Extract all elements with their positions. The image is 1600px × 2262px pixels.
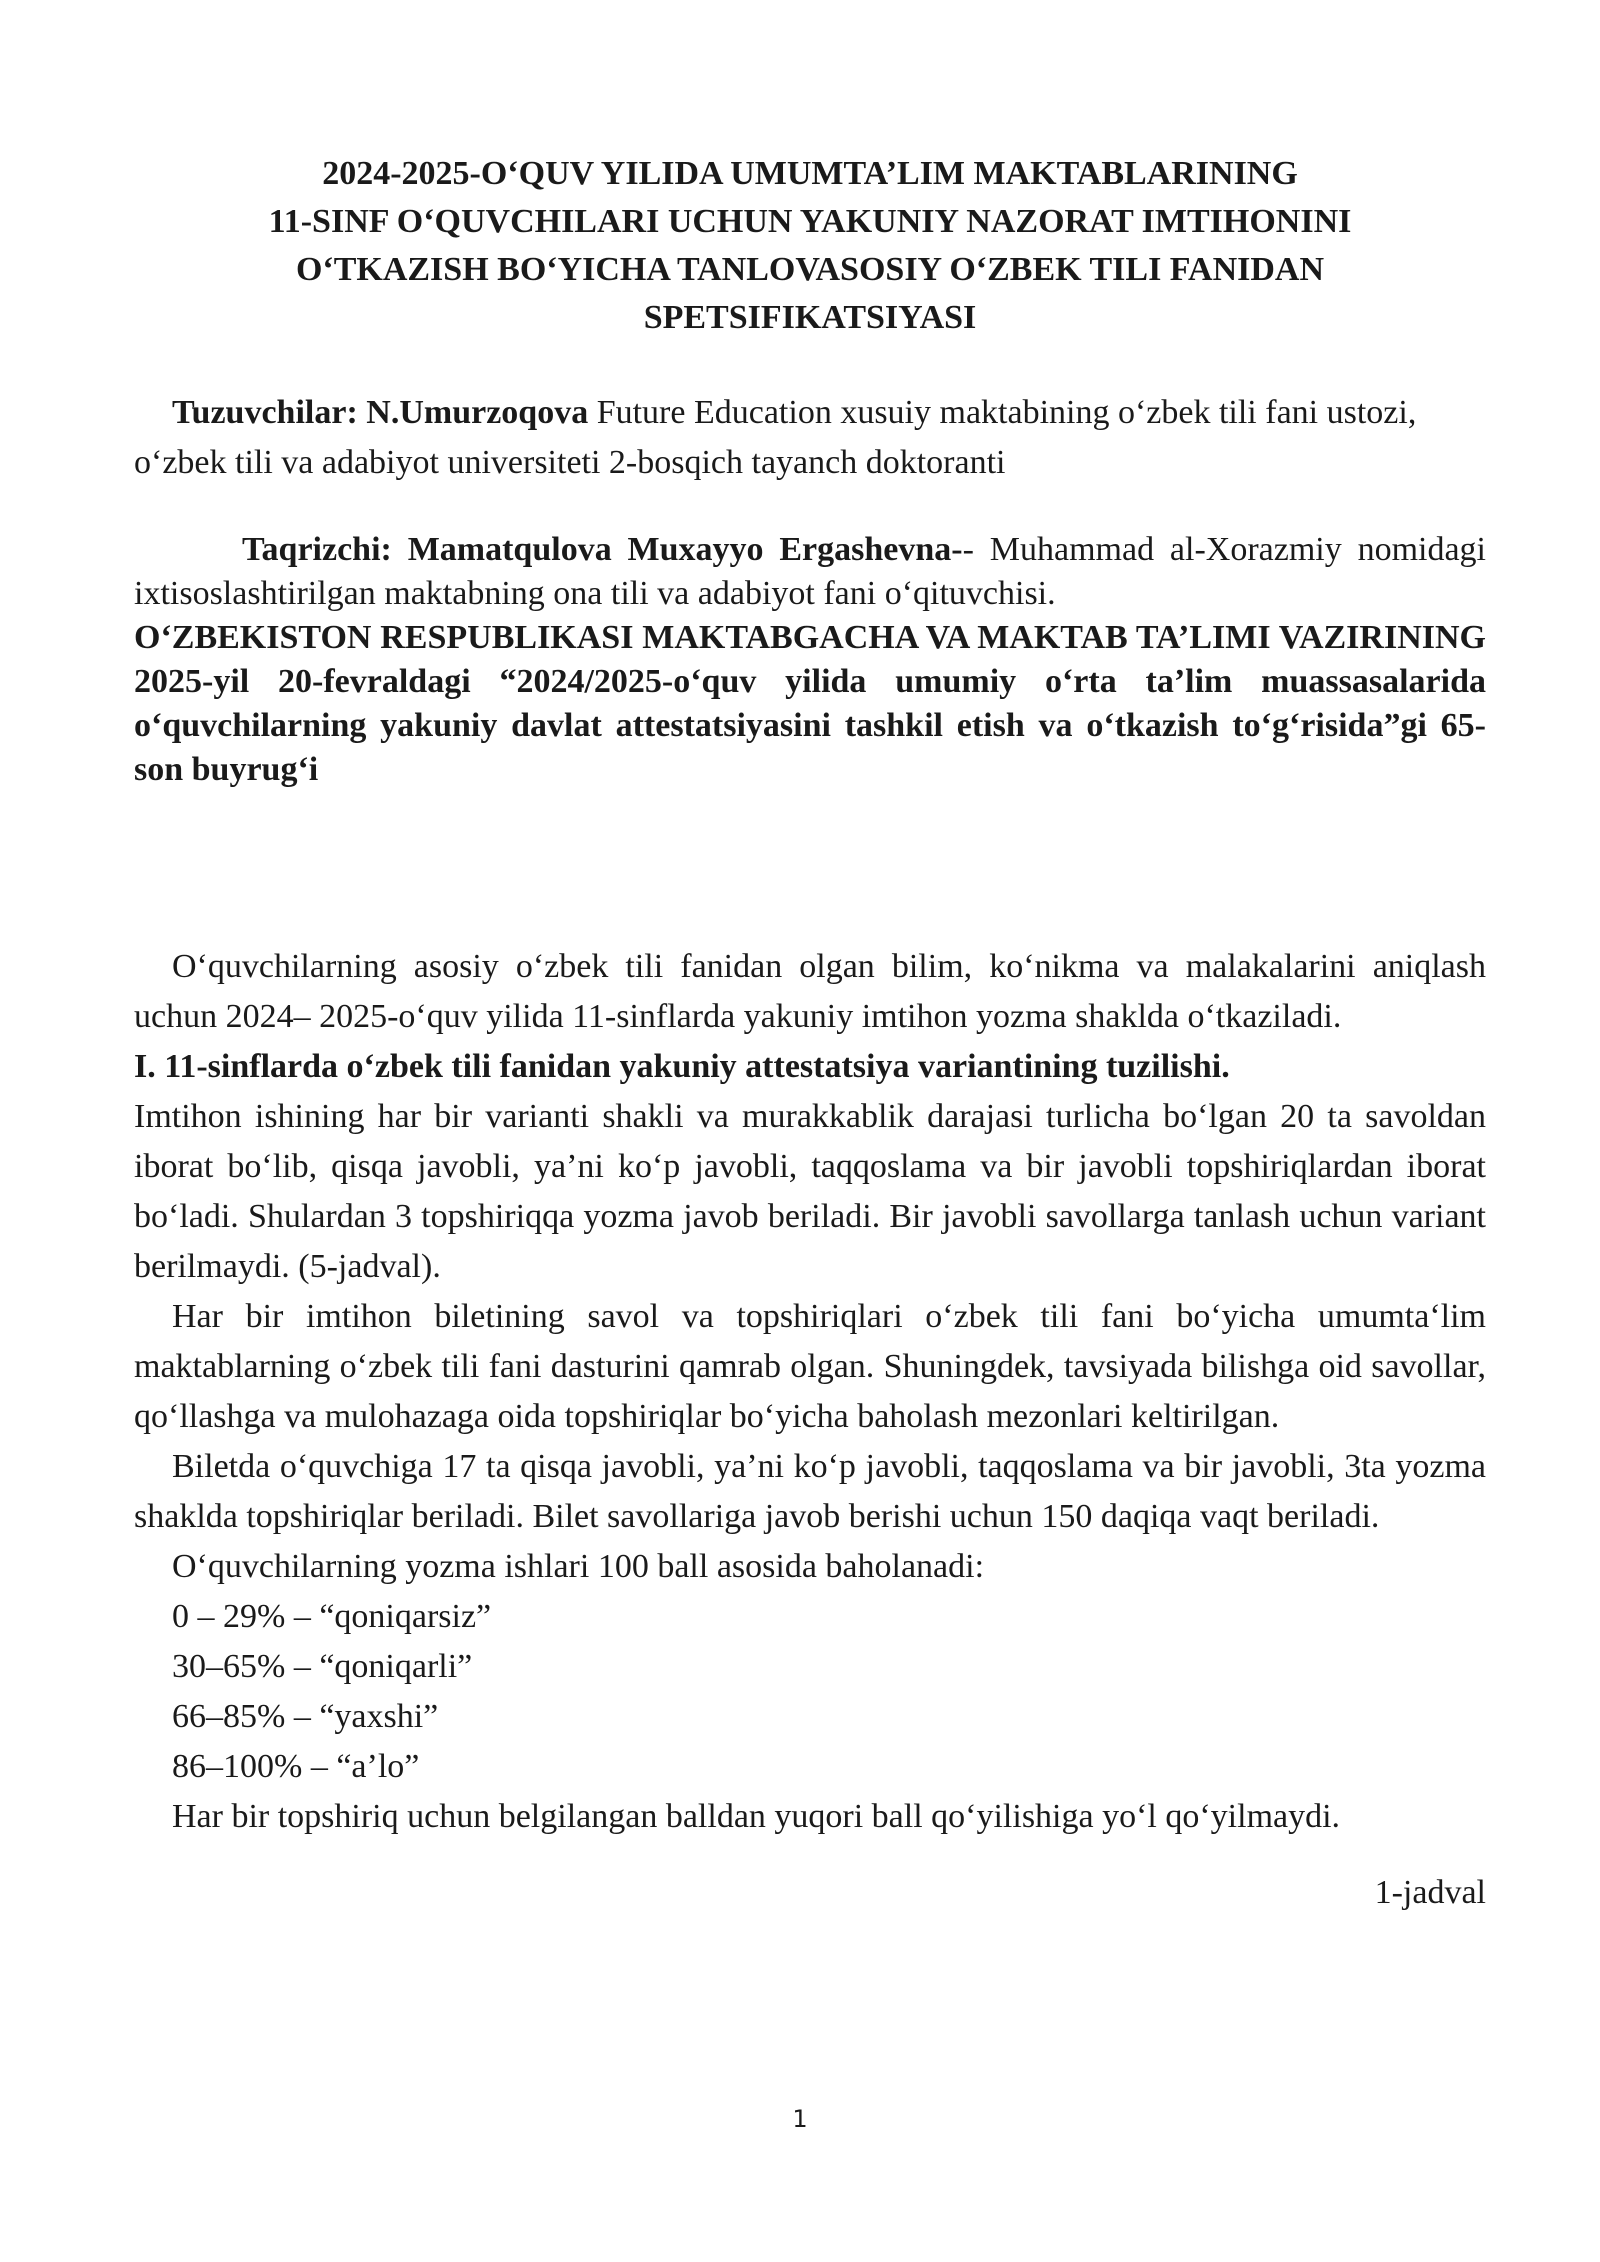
rule-paragraph: Har bir topshiriq uchun belgilangan balldan yuqori ball qo‘yilishiga yo‘l qo‘yilmaydi. [172,1798,1341,1835]
ministry-order: O‘ZBEKISTON RESPUBLIKASI MAKTABGACHA VA MAKTAB TA’LIMI VAZIRINING 2025-yil 20-fevraldagi “2024/2025-o‘quv yilida umumiy o‘rta ta’lim muassasalarida o‘quvchilarning yakuniy davlat attestatsiyasini tashkil etish va o‘tkazish to‘g‘risida”gi 65-son buyrug‘i [134,619,1486,788]
grade-item: 0 – 29% – “qoniqarsiz” [172,1598,492,1635]
reviewer-label: Taqrizchi: Mamatqulova Muxayyo Ergashevna- [242,531,963,568]
title-line: 11-SINF O‘QUVCHILARI UCHUN YAKUNIY NAZORAT IMTIHONINI [268,203,1352,240]
title-line: SPETSIFIKATSIYASI [643,299,977,336]
title-line: 2024-2025-O‘QUV YILIDA UMUMTA’LIM MAKTABLARINING [322,155,1298,192]
grade-item: 30–65% – “qoniqarli” [172,1648,473,1685]
grade-item: 66–85% – “yaxshi” [172,1698,439,1735]
page-number: 1 [792,2105,808,2133]
section-heading: I. 11-sinflarda o‘zbek tili fanidan yakuniy attestatsiya variantining tuzilishi. [134,1048,1230,1085]
title-line: O‘TKAZISH BO‘YICHA TANLOVASOSIY O‘ZBEK TILI FANIDAN [295,251,1325,288]
reviewer-paragraph [134,528,1486,616]
body-paragraph: O‘quvchilarning yozma ishlari 100 ball asosida baholanadi: [172,1548,985,1585]
grade-scale [134,1592,1486,1792]
grade-item: 86–100% – “a’lo” [172,1748,420,1785]
authors-text: Future Education xusuiy maktabining o‘zbek tili fani ustozi, o‘zbek tili va adabiyot universiteti 2-bosqich tayanch doktoranti [134,394,1417,481]
authors-paragraph [134,388,1486,488]
reviewer-text: - Muhammad al-Xorazmiy nomidagi ixtisoslashtirilgan maktabning ona tili va adabiyot fani o‘qituvchisi. [134,531,1486,612]
body-paragraph: Biletda o‘quvchiga 17 ta qisqa javobli, ya’ni ko‘p javobli, taqqoslama va bir javobli, 3ta yozma shaklda topshiriqlar beriladi. Bilet savollariga javob berishi uchun 150 daqiqa vaqt beriladi. [134,1448,1486,1535]
authors-label: Tuzuvchilar: N.Umurzoqova [172,394,589,431]
intro-paragraph: O‘quvchilarning asosiy o‘zbek tili fanidan olgan bilim, ko‘nikma va malakalarini aniqlash uchun 2024– 2025-o‘quv yilida 11-sinflarda yakuniy imtihon yozma shaklda o‘tkaziladi. [134,948,1486,1035]
body-paragraph: Imtihon ishining har bir varianti shakli va murakkablik darajasi turlicha bo‘lgan 20 ta savoldan iborat bo‘lib, qisqa javobli, ya’ni ko‘p javobli, taqqoslama va bir javobli topshiriqlardan iborat bo‘ladi. Shulardan 3 topshiriqqa yozma javob beriladi. Bir javobli savollarga tanlash uchun variant berilmaydi. (5-jadval). [134,1098,1486,1285]
document-title [134,150,1486,342]
document-page [134,150,1486,1918]
table-label: 1-jadval [1374,1874,1486,1911]
body-paragraph: Har bir imtihon biletining savol va topshiriqlari o‘zbek tili fani bo‘yicha umumta‘lim maktablarning o‘zbek tili fani dasturini qamrab olgan. Shuningdek, tavsiyada bilishga oid savollar, qo‘llashga va mulohazaga oida topshiriqlar bo‘yicha baholash mezonlari keltirilgan. [134,1298,1486,1435]
